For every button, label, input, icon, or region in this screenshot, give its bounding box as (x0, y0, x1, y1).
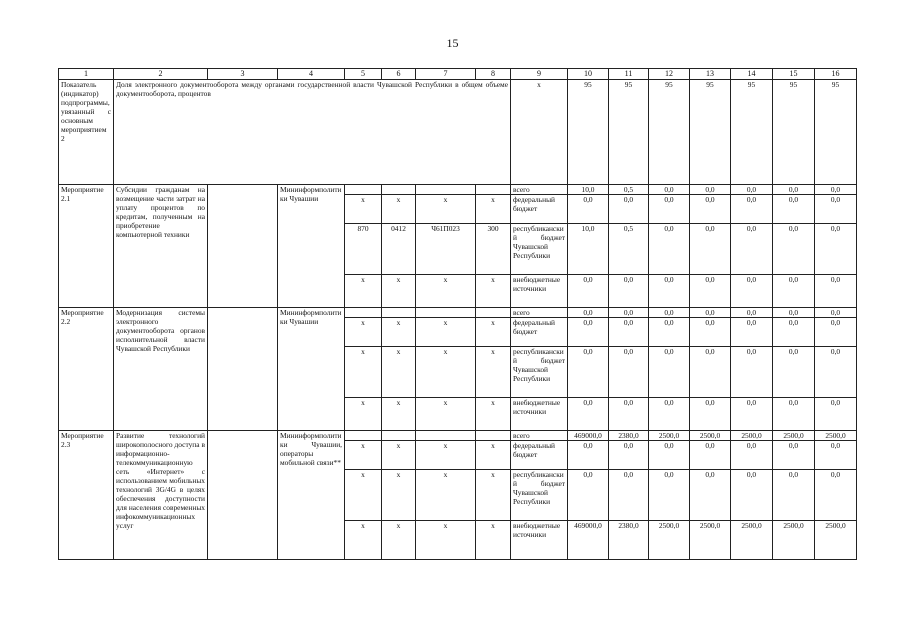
code-cell (416, 308, 476, 318)
code-cell: x (416, 398, 476, 431)
indicator-value: 95 (690, 80, 731, 185)
funding-value: 0,0 (815, 195, 857, 224)
code-cell: x (382, 470, 416, 521)
funding-value: 0,0 (649, 318, 690, 347)
code-cell (416, 185, 476, 195)
funding-value: 0,0 (568, 441, 609, 470)
code-cell (345, 185, 382, 195)
funding-value: 0,0 (568, 470, 609, 521)
code-cell: 870 (345, 224, 382, 275)
table-row (59, 431, 857, 441)
column-header: 15 (773, 69, 815, 80)
funding-value: 0,0 (649, 308, 690, 318)
funding-value: 0,0 (731, 195, 773, 224)
code-cell: x (476, 275, 511, 308)
funding-value: 10,0 (568, 224, 609, 275)
funding-value: 0,0 (731, 275, 773, 308)
funding-value: 0,0 (690, 275, 731, 308)
code-cell: x (476, 318, 511, 347)
indicator-row (59, 80, 857, 185)
indicator-value: 95 (773, 80, 815, 185)
code-cell: x (416, 318, 476, 347)
funding-source: всего (511, 308, 568, 318)
funding-value: 0,0 (568, 318, 609, 347)
funding-value: 0,0 (609, 347, 649, 398)
funding-value: 0,0 (773, 347, 815, 398)
code-cell: x (382, 195, 416, 224)
code-cell: x (345, 195, 382, 224)
code-cell: x (416, 347, 476, 398)
code-cell: x (476, 347, 511, 398)
measure-label: Мероприятие 2.2 (59, 308, 114, 431)
measure-label: Мероприятие 2.3 (59, 431, 114, 560)
column-header: 6 (382, 69, 416, 80)
column-header: 14 (731, 69, 773, 80)
funding-value: 0,0 (690, 398, 731, 431)
funding-source: республиканский бюджет Чувашской Республики (511, 224, 568, 275)
funding-value: 0,0 (649, 224, 690, 275)
funding-value: 0,0 (690, 347, 731, 398)
funding-value: 0,0 (649, 441, 690, 470)
funding-value: 0,0 (815, 308, 857, 318)
measure-name: Субсидии гражданам на возмещение части затрат на уплату процентов по кредитам, полученным на приобретение компьютерной техники (114, 185, 208, 308)
funding-value: 0,0 (609, 398, 649, 431)
code-cell: x (416, 521, 476, 560)
code-cell: x (345, 275, 382, 308)
code-cell (476, 185, 511, 195)
code-cell (345, 431, 382, 441)
code-cell: x (345, 521, 382, 560)
funding-value: 0,0 (815, 275, 857, 308)
funding-value: 2500,0 (690, 521, 731, 560)
funding-value: 0,0 (609, 275, 649, 308)
funding-value: 0,0 (690, 308, 731, 318)
column-header: 12 (649, 69, 690, 80)
funding-value: 469000,0 (568, 521, 609, 560)
indicator-value: 95 (731, 80, 773, 185)
funding-value: 0,0 (773, 224, 815, 275)
empty-cell (208, 431, 278, 560)
measure-name: Развитие технологий широкополосного доступа в информационно-телекоммуникационную сеть «Интернет» с использованием мобильных технологий 3G/4G в целях обеспечения доступности для населения современных инфокоммуникационных услуг (114, 431, 208, 560)
funding-value: 0,0 (815, 185, 857, 195)
code-cell (476, 431, 511, 441)
funding-source: федеральный бюджет (511, 441, 568, 470)
funding-value: 0,0 (609, 195, 649, 224)
funding-source: федеральный бюджет (511, 195, 568, 224)
funding-value: 0,0 (773, 195, 815, 224)
funding-value: 0,0 (690, 441, 731, 470)
funding-value: 0,0 (731, 470, 773, 521)
column-header: 4 (278, 69, 345, 80)
column-header: 11 (609, 69, 649, 80)
measure-executor: Мининформполитики Чувашии (278, 185, 345, 308)
code-cell: x (382, 347, 416, 398)
funding-value: 0,0 (649, 275, 690, 308)
measure-executor: Мининформполитики Чувашии (278, 308, 345, 431)
code-cell: x (476, 195, 511, 224)
funding-value: 2500,0 (731, 431, 773, 441)
funding-value: 0,0 (815, 347, 857, 398)
funding-value: 0,0 (731, 441, 773, 470)
code-cell: x (382, 521, 416, 560)
funding-value: 0,0 (815, 398, 857, 431)
table-row (59, 185, 857, 195)
funding-value: 0,0 (690, 318, 731, 347)
funding-value: 0,0 (568, 308, 609, 318)
code-cell (345, 308, 382, 318)
column-header: 13 (690, 69, 731, 80)
code-cell (416, 431, 476, 441)
code-cell: x (345, 470, 382, 521)
code-cell: x (382, 398, 416, 431)
code-cell: x (416, 441, 476, 470)
funding-value: 0,0 (731, 224, 773, 275)
code-cell (382, 431, 416, 441)
column-header: 9 (511, 69, 568, 80)
code-cell: Ч61П023 (416, 224, 476, 275)
funding-value: 0,0 (773, 398, 815, 431)
indicator-label: Показатель (индикатор) подпрограммы, увязанный с основным мероприятием 2 (59, 80, 114, 185)
measure-name: Модернизация системы электронного документооборота органов исполнительной власти Чувашской Республики (114, 308, 208, 431)
funding-value: 0,0 (609, 441, 649, 470)
funding-value: 0,0 (731, 398, 773, 431)
funding-value: 0,0 (731, 308, 773, 318)
funding-source: внебюджетные источники (511, 521, 568, 560)
indicator-value: 95 (609, 80, 649, 185)
funding-value: 10,0 (568, 185, 609, 195)
indicator-col9: x (511, 80, 568, 185)
table-row (59, 308, 857, 318)
indicator-value: 95 (815, 80, 857, 185)
funding-value: 0,0 (568, 275, 609, 308)
funding-value: 0,0 (731, 185, 773, 195)
funding-source: всего (511, 431, 568, 441)
funding-source: внебюджетные источники (511, 275, 568, 308)
column-header: 8 (476, 69, 511, 80)
funding-source: федеральный бюджет (511, 318, 568, 347)
funding-source: республиканский бюджет Чувашской Республики (511, 470, 568, 521)
funding-value: 0,0 (815, 318, 857, 347)
funding-value: 2380,0 (609, 521, 649, 560)
funding-value: 2500,0 (815, 431, 857, 441)
code-cell: x (476, 470, 511, 521)
funding-value: 2500,0 (773, 431, 815, 441)
indicator-value: 95 (568, 80, 609, 185)
code-cell: x (416, 195, 476, 224)
empty-cell (208, 308, 278, 431)
empty-cell (208, 185, 278, 308)
funding-value: 0,0 (690, 185, 731, 195)
funding-value: 0,0 (609, 318, 649, 347)
column-header: 1 (59, 69, 114, 80)
funding-value: 0,0 (773, 275, 815, 308)
code-cell: x (345, 318, 382, 347)
measure-label: Мероприятие 2.1 (59, 185, 114, 308)
code-cell (476, 308, 511, 318)
page-number: 15 (446, 36, 459, 50)
funding-value: 2500,0 (690, 431, 731, 441)
code-cell: x (345, 347, 382, 398)
code-cell: x (345, 398, 382, 431)
column-header: 3 (208, 69, 278, 80)
funding-value: 0,0 (609, 308, 649, 318)
code-cell: 0412 (382, 224, 416, 275)
column-header: 2 (114, 69, 208, 80)
code-cell: x (382, 441, 416, 470)
funding-value: 469000,0 (568, 431, 609, 441)
funding-value: 0,5 (609, 224, 649, 275)
funding-value: 2500,0 (731, 521, 773, 560)
funding-value: 2380,0 (609, 431, 649, 441)
funding-value: 0,0 (649, 195, 690, 224)
funding-value: 2500,0 (649, 521, 690, 560)
code-cell: x (416, 470, 476, 521)
funding-value: 0,0 (815, 470, 857, 521)
funding-value: 0,0 (815, 224, 857, 275)
code-cell: x (345, 441, 382, 470)
funding-value: 0,0 (609, 470, 649, 521)
funding-value: 0,0 (649, 398, 690, 431)
column-header: 5 (345, 69, 382, 80)
column-header: 16 (815, 69, 857, 80)
funding-value: 0,0 (773, 318, 815, 347)
funding-value: 0,0 (649, 470, 690, 521)
funding-value: 0,0 (773, 441, 815, 470)
funding-value: 2500,0 (649, 431, 690, 441)
code-cell: x (382, 275, 416, 308)
code-cell: x (382, 318, 416, 347)
funding-value: 0,0 (690, 470, 731, 521)
code-cell (382, 185, 416, 195)
code-cell: x (476, 441, 511, 470)
funding-value: 0,0 (773, 185, 815, 195)
column-header: 7 (416, 69, 476, 80)
code-cell: 300 (476, 224, 511, 275)
funding-value: 0,0 (568, 398, 609, 431)
indicator-text: Доля электронного документооборота между органами государственной власти Чувашской Республики в общем объеме документооборота, процентов (114, 80, 511, 185)
funding-value: 2500,0 (773, 521, 815, 560)
funding-value: 0,0 (568, 347, 609, 398)
funding-value: 0,0 (690, 224, 731, 275)
funding-source: внебюджетные источники (511, 398, 568, 431)
program-table (58, 68, 857, 560)
funding-value: 0,0 (649, 347, 690, 398)
funding-value: 0,5 (609, 185, 649, 195)
code-cell: x (416, 275, 476, 308)
funding-value: 0,0 (773, 308, 815, 318)
funding-value: 0,0 (815, 441, 857, 470)
funding-value: 0,0 (731, 318, 773, 347)
column-header: 10 (568, 69, 609, 80)
indicator-value: 95 (649, 80, 690, 185)
funding-source: всего (511, 185, 568, 195)
funding-value: 0,0 (568, 195, 609, 224)
code-cell: x (476, 398, 511, 431)
funding-value: 0,0 (731, 347, 773, 398)
funding-value: 0,0 (773, 470, 815, 521)
funding-source: республиканский бюджет Чувашской Республики (511, 347, 568, 398)
code-cell: x (476, 521, 511, 560)
funding-value: 2500,0 (815, 521, 857, 560)
header-row (59, 69, 857, 80)
measure-executor: Мининформполитики Чувашии, операторы мобильной связи** (278, 431, 345, 560)
code-cell (382, 308, 416, 318)
funding-value: 0,0 (649, 185, 690, 195)
funding-value: 0,0 (690, 195, 731, 224)
